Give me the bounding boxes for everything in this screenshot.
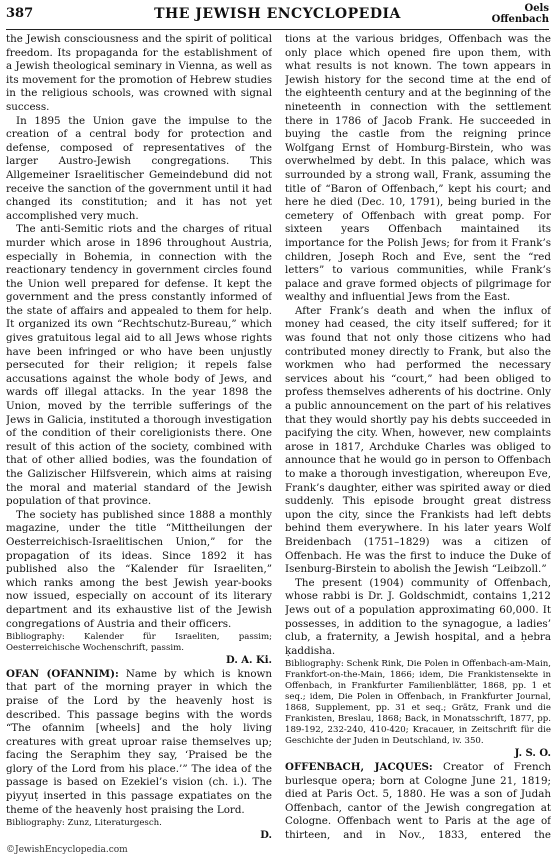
signature: D. A. Ki. xyxy=(226,655,272,667)
paragraph: tions at the various bridges, Offenbach was the only place which opened fire upon them, with what results is not known. The town appears in Jewish history for the second time at the end of the eighteenth century and at the beginning of the nineteenth in connection with the settlement there in 1786 of Jacob Frank. He succeeded in buying the castle from the reigning prince Wolfgang Ernst of Homburg-Birstein, who was overwhelmed by debt. In this palace, which was surrounded by a strong wall, Frank, assuming the title of “Baron of Offenbach,” kept his court; and here he died (Dec. 10, 1791), being buried in the cemetery of Offenbach with great pomp. For sixteen years Offenbach maintained its importance for the Polish Jews; for from it Frank’s children, Joseph Roch and Eve, sent the “red letters” to various communities, while Frank’s palace and grave formed objects of pilgrimage for wealthy and influential Jews from the East. xyxy=(285,33,551,304)
left-column xyxy=(6,33,272,841)
bibliography: Bibliography: Schenk Rink, Die Polen in Offenbach-am-Main, Frankfort-on-the-Main, 1866; idem, Die Frankistensekte in Offenbach, in Frankfurter Familienblätter, 1868, pp. 1 et seq.; idem, Die Polen in Offenbach, in Frankfurter Journal, 1868, Supplement, pp. 31 et seq.; Grätz, Frank und die Frankisten, Breslau, 1868; Back, in Monatsschrift, 1877, pp. 189-192, 232-240, 410-420; Kracauer, in Zeitschrift für die Geschichte der Juden in Deutschland, iv. 350. xyxy=(285,659,551,747)
running-head xyxy=(492,3,549,25)
entry-text: Name by which is known that part of the morning prayer in which the praise of the Lord by the heavenly host is described. This passage begins with the words “The ofannim [wheels] and the holy living creatures with great uproar raise themselves up; facing the Seraphim they say, ‘Praised be the glory of the Lord from his place.’” The idea of the passage is based on Ezekiel’s vision (ch. i.). The piyyuṭ inserted in this passage expatiates on the theme of the heavenly host praising the Lord. xyxy=(6,667,272,816)
headword: OFAN (OFANNIM): xyxy=(6,667,119,680)
page-header xyxy=(6,3,549,29)
entry-text: Creator of French burlesque opera; born at Cologne June 21, 1819; died at Paris Oct. 5, 1880. He was a son of Judah Offenbach, cantor of the Jewish congregation at Cologne. Offenbach went to Paris at the age of thirteen, and in Nov., 1833, entered the xyxy=(285,760,551,841)
entry-offenbach-jacques xyxy=(285,761,551,841)
paragraph: The anti-Semitic riots and the charges of ritual murder which arose in 1896 throughout Austria, especially in Bohemia, in connection with the reactionary tendency in government circles found the Union well prepared for defense. It kept the government and the press constantly informed of the state of affairs and appealed to them for help. It organized its own “Rechtschutz-Bureau,” which gives gratuitous legal aid to all Jews whose rights have been infringed or who have been unjustly persecuted for their religion; it repels false accusations against the whole body of Jews, and wards off illegal attacks. In the year 1898 the Union, moved by the terrible sufferings of the Jews in Galicia, instituted a thorough investigation of the condition of their coreligionists there. One result of this action of the society, combined with that of other allied bodies, was the foundation of the Galizischer Hilfsverein, which aims at raising the moral and material standard of the Jewish population of that province. xyxy=(6,223,272,508)
running-head-first: Oels xyxy=(524,3,549,14)
bibliography: Bibliography: Zunz, Literaturgesch. xyxy=(6,818,162,829)
headword: OFFENBACH, JACQUES: xyxy=(285,760,433,773)
header-rule xyxy=(6,29,549,30)
paragraph: After Frank’s death and when the influx of money had ceased, the city itself suffered; for it was found that not only those citizens who had contributed money directly to Frank, but also the workmen who had performed the necessary services about his “court,” had been obliged to profess themselves adherents of his doctrine. Only a public announcement on the part of his relatives that they would shortly pay his debts succeeded in pacifying the city. When, however, new complaints arose in 1817, Archduke Charles was obliged to announce that he would go in person to Offenbach to make a thorough investigation, whereupon Eve, Frank’s daughter, either was spirited away or died suddenly. This episode brought great distress upon the city, since the Frankists had left debts behind them everywhere. In his later years Wolf Breidenbach (1751–1829) was a citizen of Offenbach. He was the first to induce the Duke of Isenburg-Birstein to abolish the Jewish “Leibzoll.” xyxy=(285,304,551,576)
site-credit: ©JewishEncyclopedia.com xyxy=(6,845,128,855)
paragraph: the Jewish consciousness and the spirit of political freedom. Its propaganda for the establishment of a Jewish theological seminary in Vienna, as well as its movement for the promotion of Hebrew studies in the religious schools, was crowned with signal success. xyxy=(6,33,272,113)
paragraph: In 1895 the Union gave the impulse to the creation of a central body for protection and defense, composed of representatives of the larger Austro-Jewish congregations. This Allgemeiner Israelitischer Gemeindebund did not receive the sanction of the government until it had changed its constitution; and it has not yet accomplished very much. xyxy=(6,114,272,222)
bibliography: Bibliography: Kalender für Israeliten, passim; Oesterreichische Wochenschrift, passim. xyxy=(6,632,272,654)
running-head-last: Offenbach xyxy=(491,14,549,25)
entry-ofan xyxy=(6,668,272,818)
signature: J. S. O. xyxy=(514,748,551,760)
paragraph: The present (1904) community of Offenbach, whose rabbi is Dr. J. Goldschmidt, contains 1,212 Jews out of a population approximating 60,000. It possesses, in addition to the synagogue, a ladies’ club, a fraternity, a Jewish hospital, and a ḥebra ḳaddisha. xyxy=(285,576,551,657)
signature: D. xyxy=(260,830,272,841)
right-column xyxy=(285,33,551,841)
page-number: 387 xyxy=(6,6,34,21)
paragraph: The society has published since 1888 a monthly magazine, under the title “Mittheilungen der Oesterreichisch-Israelitischen Union,” for the propagation of its ideas. Since 1892 it has published also the “Kalender für Israeliten,” which ranks among the best Jewish year-books now issued, especially on account of its literary department and its exhaustive list of the Jewish congregations of Austria and their officers. xyxy=(6,508,272,630)
page-title: THE JEWISH ENCYCLOPEDIA xyxy=(154,6,401,22)
